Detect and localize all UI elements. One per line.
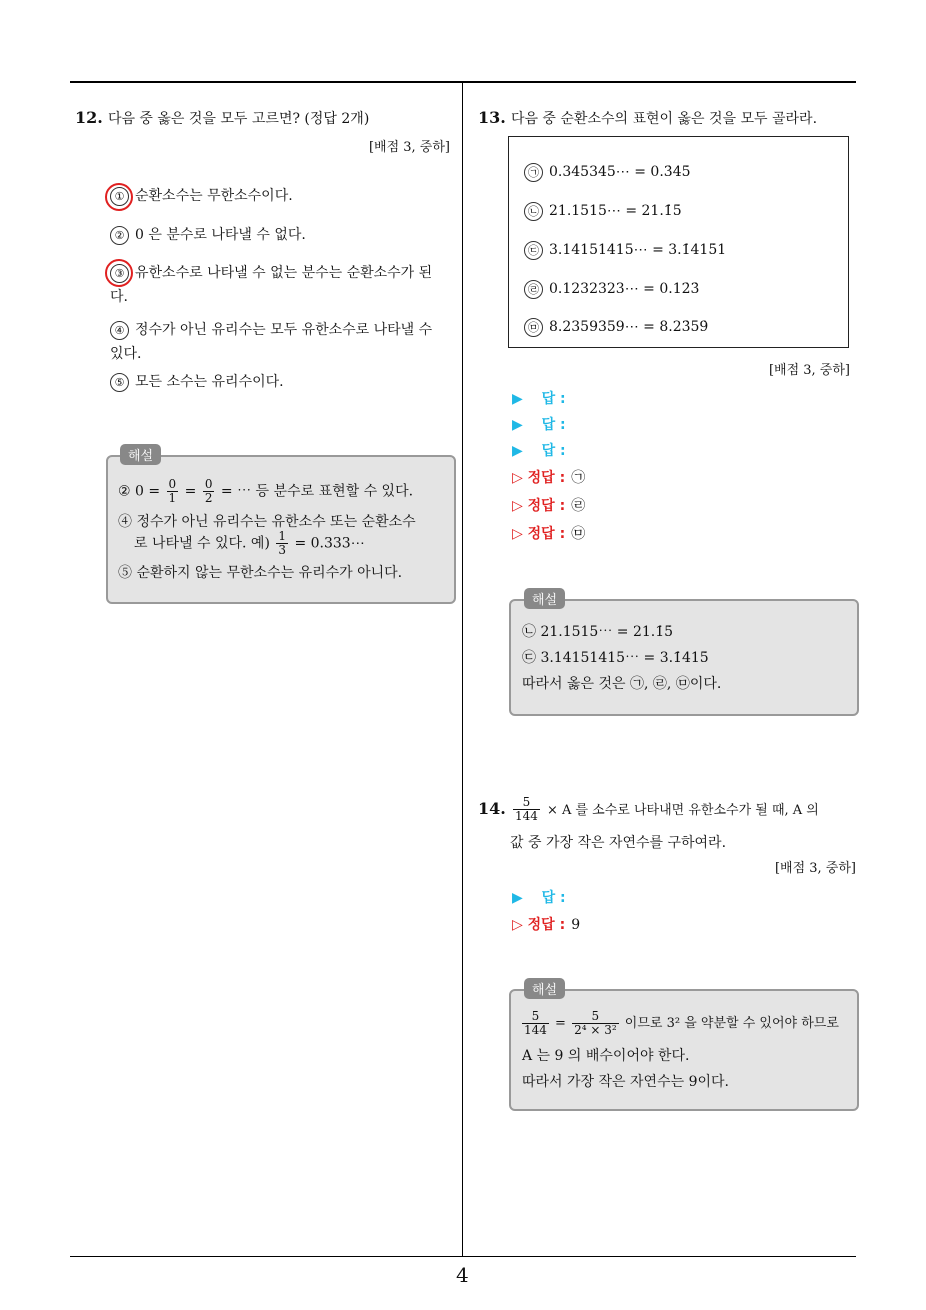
- outline-triangle-icon: ▷: [512, 470, 523, 486]
- answer-row[interactable]: ▶ 답 :: [512, 391, 566, 407]
- answer-key-row: ▷ 정답 : ㉤: [512, 526, 586, 542]
- question-text: 다음 중 옳은 것을 모두 고르면? (정답 2개): [107, 111, 370, 127]
- question-text-cont: 값 중 가장 작은 자연수를 구하여라.: [510, 835, 727, 851]
- choice-1[interactable]: [110, 184, 450, 208]
- choice-text: 모든 소수는 유리수이다.: [135, 374, 284, 390]
- top-rule: [70, 81, 856, 83]
- choice-marker: ④: [110, 321, 129, 340]
- question-12: [75, 108, 455, 128]
- choice-text: 순환소수는 무한소수이다.: [135, 188, 293, 204]
- question-text: 다음 중 순환소수의 표현이 옳은 것을 모두 골라라.: [510, 111, 818, 127]
- choice-5[interactable]: [110, 370, 450, 394]
- solution-tag: 해설: [524, 588, 565, 609]
- choice-marker: ②: [110, 226, 129, 245]
- choice-4[interactable]: [110, 318, 450, 366]
- score-source: [배점 3, 중하]: [768, 363, 850, 378]
- choice-marker: ⑤: [110, 373, 129, 392]
- option-2[interactable]: ㉡ 21.1515⋯ = 21.1̇5̇: [524, 199, 682, 223]
- answer-key-row: ▷ 정답 : 9: [512, 917, 581, 933]
- answer-row[interactable]: ▶ 답 :: [512, 890, 566, 906]
- choice-2[interactable]: [110, 223, 450, 247]
- fraction: $\frac{5}{144}$: [524, 1009, 547, 1037]
- solution-line: 따라서 옳은 것은 ㉠, ㉣, ㉤이다.: [522, 676, 722, 692]
- choice-text: 유한소수로 나타낼 수 없는 분수는 순환소수가 된다.: [110, 265, 433, 305]
- solution-tag: 해설: [524, 978, 565, 999]
- question-number: 12.: [75, 108, 103, 127]
- choice-3[interactable]: [110, 261, 450, 309]
- outline-triangle-icon: ▷: [512, 498, 523, 514]
- option-4[interactable]: ㉣ 0.1232323⋯ = 0.12̇3̇: [524, 277, 699, 301]
- triangle-icon: ▶: [512, 391, 523, 407]
- fraction: $\frac{0}{1}$: [168, 477, 177, 505]
- score-source: [배점 3, 중하]: [774, 861, 856, 876]
- question-number: 14.: [478, 799, 506, 818]
- option-5[interactable]: ㉤ 8.2359359⋯ = 8.23̇59̇: [524, 315, 708, 339]
- solution-line: ② 0 = $\frac{0}{1}$ = $\frac{0}{2}$ = ⋯ 등 분수로 표현할 수 있다.: [118, 477, 414, 505]
- answer-key-row: ▷ 정답 : ㉠: [512, 470, 586, 486]
- score-source: [배점 3, 중하]: [368, 140, 450, 155]
- option-3[interactable]: ㉢ 3.14151415⋯ = 3.1̇415̇1: [524, 238, 726, 262]
- question-13: [478, 108, 858, 128]
- triangle-icon: ▶: [512, 443, 523, 459]
- triangle-icon: ▶: [512, 890, 523, 906]
- solution-line: ④ 정수가 아닌 유리수는 유한소수 또는 순환소수: [118, 514, 416, 530]
- bottom-rule: [70, 1256, 856, 1257]
- page-number: 4: [456, 1263, 469, 1287]
- question-14: [478, 796, 862, 823]
- answer-row[interactable]: ▶ 답 :: [512, 417, 566, 433]
- triangle-icon: ▶: [512, 417, 523, 433]
- column-divider: [462, 83, 463, 1256]
- solution-line: 따라서 가장 작은 자연수는 9이다.: [522, 1074, 729, 1090]
- solution-line: A 는 9 의 배수이어야 한다.: [522, 1048, 690, 1064]
- choice-text: 정수가 아닌 유리수는 모두 유한소수로 나타낼 수 있다.: [110, 322, 433, 362]
- choice-marker: ①: [110, 187, 129, 206]
- solution-line: ㉡ 21.1515⋯ = 21.1̇5̇: [522, 624, 674, 640]
- question-text: × A 를 소수로 나타내면 유한소수가 될 때, A 의: [546, 803, 819, 818]
- option-1[interactable]: ㉠ 0.345345⋯ = 0.3̇45̇: [524, 160, 691, 184]
- fraction: $\frac{1}{3}$: [278, 529, 286, 557]
- choice-marker: ③: [110, 264, 129, 283]
- solution-line: ㉢ 3.14151415⋯ = 3.1̇415̇: [522, 650, 709, 666]
- answer-row[interactable]: ▶ 답 :: [512, 443, 566, 459]
- outline-triangle-icon: ▷: [512, 526, 523, 542]
- choice-text: 0 은 분수로 나타낼 수 없다.: [135, 227, 306, 243]
- solution-line: $\frac{5}{144}$ = $\frac{5}{\text{2⁴ × 3²}}$ 이므로 3² 을 약분할 수 있어야 하므로: [524, 1009, 839, 1037]
- solution-tag: 해설: [120, 444, 161, 465]
- fraction: $\frac{5}{144}$: [514, 795, 538, 823]
- fraction: $\frac{5}{\text{2⁴ × 3²}}$: [574, 1009, 617, 1037]
- answer-key-row: ▷ 정답 : ㉣: [512, 498, 586, 514]
- fraction: $\frac{0}{2}$: [204, 477, 213, 505]
- outline-triangle-icon: ▷: [512, 917, 523, 933]
- question-number: 13.: [478, 108, 506, 127]
- solution-line: ⑤ 순환하지 않는 무한소수는 유리수가 아니다.: [118, 565, 403, 581]
- solution-line: 로 나타낼 수 있다. 예) $\frac{1}{3}$ = 0.333⋯: [134, 529, 365, 557]
